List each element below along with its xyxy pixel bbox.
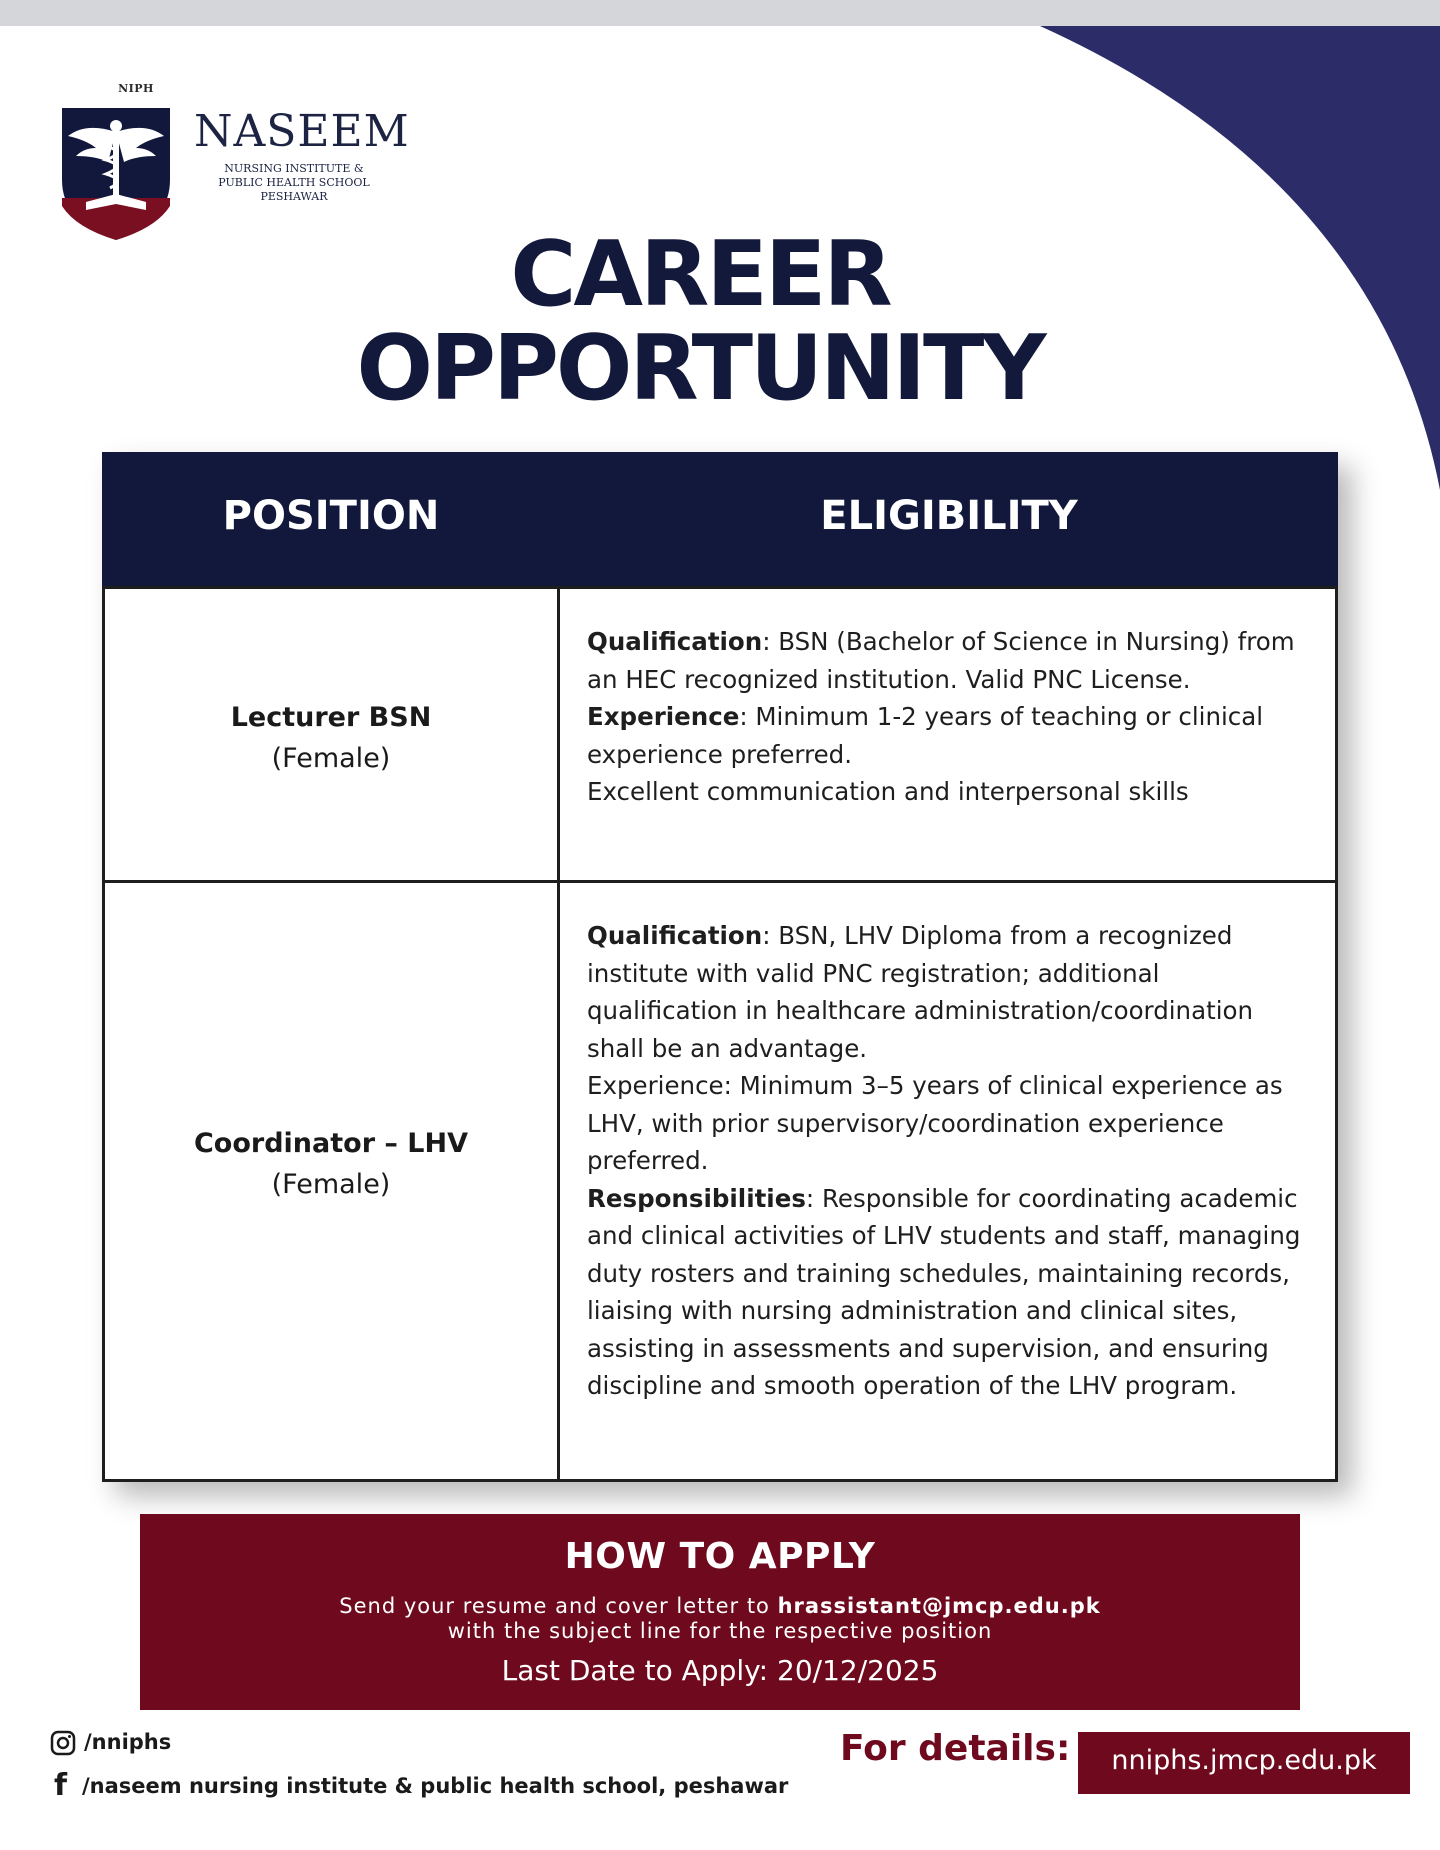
logo-abbr: NIPH — [118, 82, 154, 95]
page-title — [200, 222, 1200, 421]
table-row-position-cell — [102, 880, 560, 1482]
position-column-header: POSITION — [222, 493, 440, 539]
table-row-eligibility-cell — [557, 880, 1338, 1482]
position-gender: (Female) — [271, 743, 391, 774]
responsibilities-label: Responsibilities — [587, 1183, 806, 1213]
logo-sub-line: PESHAWAR — [260, 190, 328, 203]
facebook-icon: f — [54, 1768, 68, 1803]
qualification-text: : BSN (Bachelor of Science in Nursing) from an HEC recognized institution. Valid PNC License. — [587, 627, 1295, 694]
responsibilities-paragraph — [587, 1180, 1317, 1405]
logo-name: NASEEM — [194, 106, 410, 157]
title-line-2: OPPORTUNITY — [356, 316, 1044, 421]
logo-sub-line: PUBLIC HEALTH SCHOOL — [218, 176, 370, 189]
logo-sub-line: NURSING INSTITUTE & — [224, 162, 364, 175]
apply-title: HOW TO APPLY — [564, 1536, 876, 1577]
crest-icon — [56, 102, 176, 242]
instagram-handle: /nniphs — [84, 1730, 172, 1754]
how-to-apply-banner — [140, 1514, 1300, 1710]
apply-email-link[interactable]: hrassistant@jmcp.edu.pk — [777, 1594, 1101, 1618]
qualification-text: : BSN, LHV Diploma from a recognized institute with valid PNC registration; additional qualification in healthcare administration/coordination shall be an advantage. — [587, 921, 1254, 1063]
apply-instructions — [140, 1594, 1300, 1618]
experience-paragraph: Experience: Minimum 3–5 years of clinical experience as LHV, with prior supervisory/coordination experience preferred. — [587, 1071, 1283, 1175]
website-link[interactable]: nniphs.jmcp.edu.pk — [1078, 1732, 1410, 1794]
position-title: Coordinator – LHV — [193, 1128, 469, 1159]
position-gender: (Female) — [271, 1169, 391, 1200]
logo-subtitle — [194, 162, 394, 204]
qualification-paragraph — [587, 917, 1317, 1067]
instagram-icon — [50, 1730, 76, 1756]
qualification-label: Qualification — [587, 921, 763, 950]
table-row-eligibility-cell — [557, 586, 1338, 883]
apply-instructions-text: Send your resume and cover letter to — [339, 1594, 778, 1618]
apply-subject-note: with the subject line for the respective position — [447, 1619, 993, 1643]
table-header — [102, 452, 1338, 588]
position-title: Lecturer BSN — [230, 702, 432, 733]
responsibilities-text: : Responsible for coordinating academic and clinical activities of LHV students and staff, managing duty rosters and training schedules, maintaining records, liaising with nursing administration and clinical sites, assisting in assessments and supervision, and ensuring discipline and smooth operation of the LHV program. — [587, 1183, 1301, 1400]
title-line-1: CAREER — [510, 222, 890, 327]
eligibility-text — [587, 917, 1317, 1405]
apply-last-date: Last Date to Apply: 20/12/2025 — [501, 1654, 939, 1687]
experience-text: : Minimum 1-2 years of teaching or clinical experience preferred. — [587, 702, 1264, 769]
qualification-paragraph — [587, 623, 1317, 698]
qualification-label: Qualification — [587, 627, 763, 656]
experience-paragraph — [587, 698, 1317, 773]
facebook-handle: /naseem nursing institute & public health school, peshawar — [82, 1774, 789, 1798]
position-label — [105, 1123, 557, 1205]
eligibility-column-header: ELIGIBILITY — [820, 493, 1078, 539]
school-logo — [56, 82, 410, 252]
position-label — [105, 697, 557, 779]
experience-label: Experience — [587, 702, 740, 731]
table-row-position-cell — [102, 586, 560, 883]
positions-table — [102, 452, 1338, 1482]
extra-paragraph: Excellent communication and interpersonal skills — [587, 777, 1189, 806]
details-label: For details: — [840, 1728, 1071, 1769]
eligibility-text — [587, 623, 1317, 811]
